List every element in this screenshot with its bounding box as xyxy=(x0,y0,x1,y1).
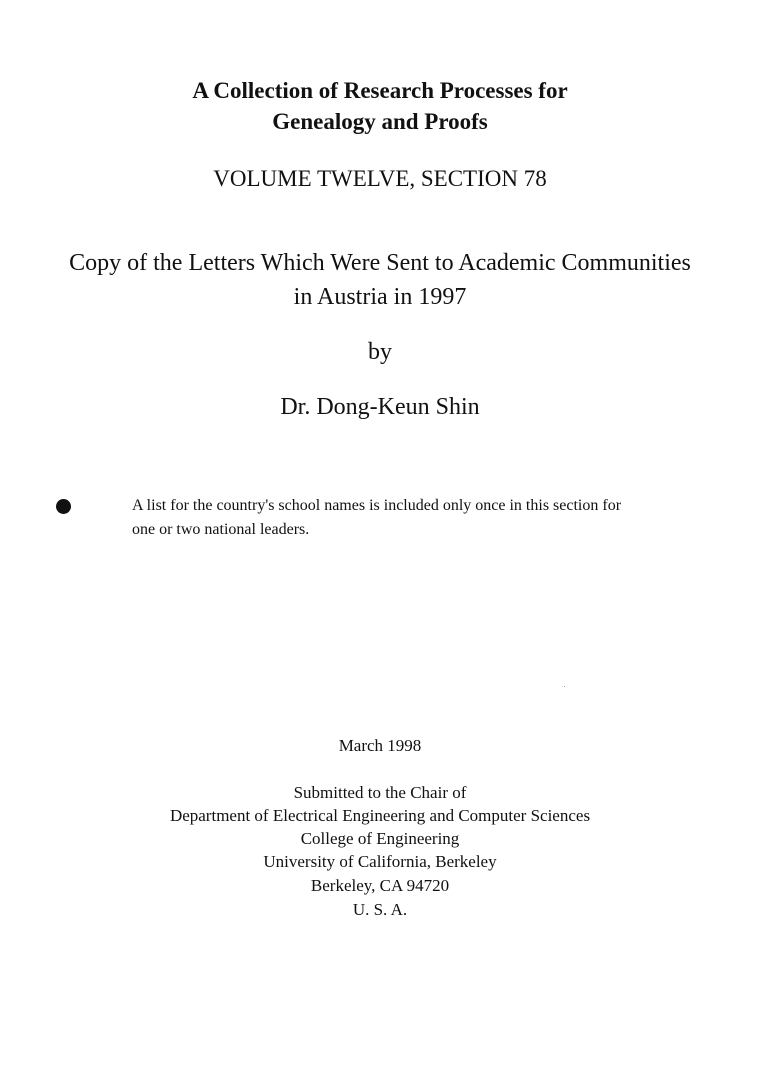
submission-line-3: College of Engineering xyxy=(300,829,460,848)
volume-section: VOLUME TWELVE, SECTION 78 xyxy=(213,166,547,191)
submission-line-4: University of California, Berkeley xyxy=(263,852,497,871)
note-text xyxy=(132,494,732,542)
by-label: by xyxy=(368,339,392,365)
title-line-1: A Collection of Research Processes for xyxy=(192,78,568,103)
date: March 1998 xyxy=(338,736,422,755)
subtitle-line-2: in Austria in 1997 xyxy=(293,284,467,310)
subtitle-line-1: Copy of the Letters Which Were Sent to Academic Communities xyxy=(69,250,691,276)
submission-line-6: U. S. A. xyxy=(352,900,408,919)
author-name: Dr. Dong-Keun Shin xyxy=(280,394,480,420)
submission-line-1: Submitted to the Chair of xyxy=(293,783,467,802)
scan-speck xyxy=(564,686,565,687)
note-line-2: one or two national leaders. xyxy=(132,521,310,538)
title-line-2: Genealogy and Proofs xyxy=(272,109,488,134)
note-line-1: A list for the country's school names is included only once in this section for xyxy=(132,497,622,514)
submission-line-2: Department of Electrical Engineering and Computer Sciences xyxy=(169,806,591,825)
bullet-icon xyxy=(56,499,71,514)
submission-line-5: Berkeley, CA 94720 xyxy=(310,876,450,895)
